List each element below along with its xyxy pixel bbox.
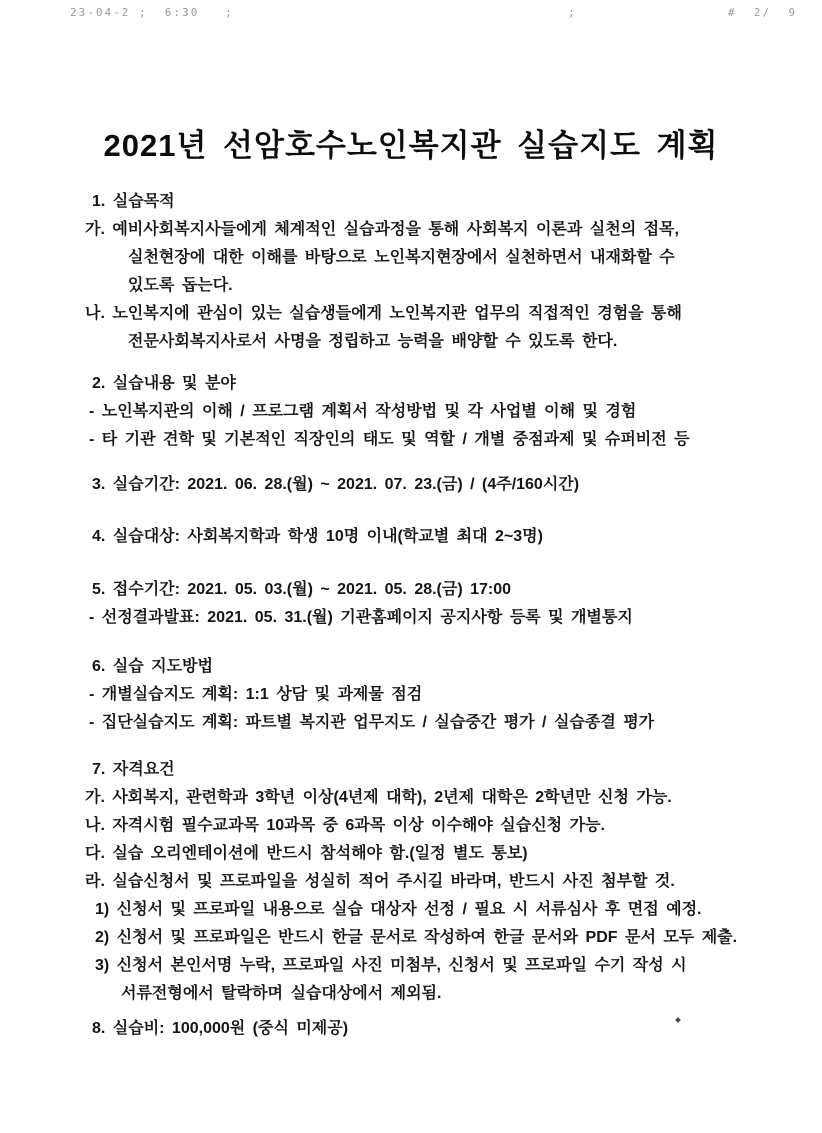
section-4 (85, 523, 785, 551)
section-3 (85, 471, 785, 499)
page-title: 2021년 선암호수노인복지관 실습지도 계획 (103, 128, 719, 163)
section-heading: 6. 실습 지도방법 (92, 658, 213, 675)
section-heading: 7. 자격요건 (92, 761, 175, 778)
section-line: - 개별실습지도 계획: 1:1 상담 및 과제물 점검 (89, 686, 423, 703)
section-line: 가. 사회복지, 관련학과 3학년 이상(4년제 대학), 2년제 대학은 2학년만 신청 가능. (85, 789, 672, 806)
section-heading: 4. 실습대상: 사회복지학과 학생 10명 이내(학교별 최대 2~3명) (92, 528, 543, 545)
section-line: - 선정결과발표: 2021. 05. 31.(월) 기관홈페이지 공지사항 등록 및 개별통지 (89, 609, 633, 626)
section-line: 있도록 돕는다. (128, 277, 233, 294)
section-heading: 1. 실습목적 (92, 193, 175, 210)
section-line: 1) 신청서 및 프로파일 내용으로 실습 대상자 선정 / 필요 시 서류심사 후 면접 예정. (95, 901, 702, 918)
section-line: - 노인복지관의 이해 / 프로그램 계획서 작성방법 및 각 사업별 이해 및 경험 (89, 403, 637, 420)
section-1 (85, 188, 785, 356)
section-heading: 5. 접수기간: 2021. 05. 03.(월) ~ 2021. 05. 28.(금) 17:00 (92, 581, 512, 598)
section-line: 2) 신청서 및 프로파일은 반드시 한글 문서로 작성하여 한글 문서와 PDF 문서 모두 제출. (95, 929, 738, 946)
section-line: 실천현장에 대한 이해를 바탕으로 노인복지현장에서 실천하면서 내재화할 수 (128, 249, 675, 266)
fax-page-indicator: # 2/ 9 (728, 6, 797, 19)
section-line: 3) 신청서 본인서명 누락, 프로파일 사진 미첨부, 신청서 및 프로파일 수기 작성 시 (95, 957, 687, 974)
section-2 (85, 370, 785, 454)
section-heading: 3. 실습기간: 2021. 06. 28.(월) ~ 2021. 07. 23.(금) / (4주/160시간) (92, 476, 580, 493)
fax-timestamp: 23-04-2 ; 6:30 ; (70, 6, 234, 19)
section-line: 나. 자격시험 필수교과목 10과목 중 6과목 이상 이수해야 실습신청 가능. (85, 817, 605, 834)
section-7 (85, 756, 785, 1008)
section-line: 나. 노인복지에 관심이 있는 실습생들에게 노인복지관 업무의 직접적인 경험을 통해 (85, 305, 682, 322)
section-line: 서류전형에서 탈락하며 실습대상에서 제외됨. (121, 985, 442, 1002)
fax-separator: ; (568, 6, 577, 19)
section-5 (85, 576, 785, 632)
section-line: 라. 실습신청서 및 프로파일을 성실히 적어 주시길 바라며, 반드시 사진 첨부할 것. (85, 873, 675, 890)
section-line: - 집단실습지도 계획: 파트별 복지관 업무지도 / 실습중간 평가 / 실습종결 평가 (89, 714, 655, 731)
section-line: - 타 기관 견학 및 기본적인 직장인의 태도 및 역할 / 개별 중점과제 및 슈퍼비전 등 (89, 431, 690, 448)
section-heading: 2. 실습내용 및 분야 (92, 375, 236, 392)
section-6 (85, 653, 785, 737)
section-line: 전문사회복지사로서 사명을 정립하고 능력을 배양할 수 있도록 한다. (128, 333, 618, 350)
section-line: 가. 예비사회복지사들에게 체계적인 실습과정을 통해 사회복지 이론과 실천의 접목, (85, 221, 679, 238)
section-heading: 8. 실습비: 100,000원 (중식 미제공) (92, 1020, 349, 1037)
fax-header (0, 6, 822, 22)
section-line: 다. 실습 오리엔테이션에 반드시 참석해야 함.(일정 별도 통보) (85, 845, 528, 862)
document-body (85, 188, 785, 1043)
